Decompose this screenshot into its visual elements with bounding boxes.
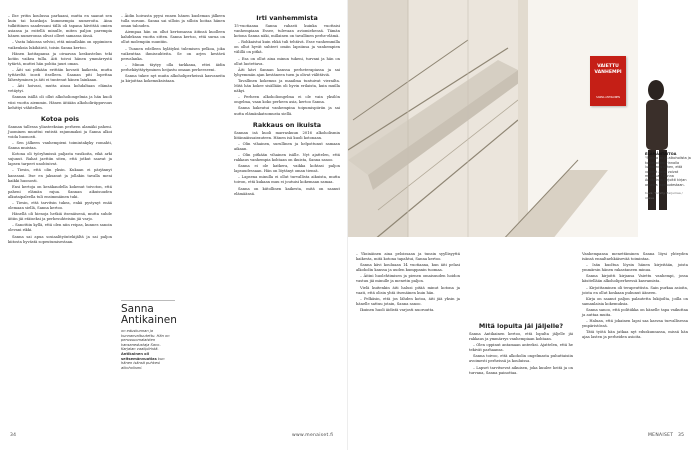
right-text-column-2 [469, 252, 573, 377]
photo-illustration [348, 0, 696, 245]
text-column-1 [8, 14, 112, 246]
page-number-left: 34 [10, 433, 17, 438]
paragraph: Sannan tallessa yliasteeksian perheen alamäki paheni. Juominen muuttui entistä rajummaksi ja Sanna alkoi voida huonosti. [8, 124, 112, 139]
pull-quote-name: Sanna Antikainen [121, 303, 177, 326]
paragraph: Sanna sanoo, että politiikka on hänelle tapa vaikuttaa ja auttaa muita. [582, 307, 688, 318]
caption-text: "Sanoja on ja alkoholista ja tosiasioiden rinnalla luottamus siihen, että vaikeat asiat voivat muuttua." Sanna Antikainen kirjoitti kirjan omasta lapsuudestaan. [645, 156, 691, 187]
paragraph: – Äidin hoivasta pyysi ennen hänen kuoleman jälkeen tulla suruun. Sanna sai silloin ja silloin hoitaa hänen oman talouden. [121, 14, 225, 29]
paragraph: Sanna hakeutui vanhempina toipumispiiriin ja sai uutta elämänkatsomusta siellä. [234, 106, 340, 116]
paragraph: Sannan isällä oli ollut alkoholiongelmia ja hän kuoli viisi vuotta aiemmin. Hänen äitiään alkoholiriippuvuus kehittyi vähitellen. [8, 95, 112, 110]
paragraph: Kotona oli työryhmissä paljasta vasikoita, eikä arki sujunut. Rahat jaettiin siten, että jotkut saavat ja lapsen tarpeet unohtuivat. [8, 152, 112, 167]
paragraph: – Pelkäsin, että jos lähden kotoa, äiti jää yksin ja hänelle sattuu jotain, Sanna sanoo. [356, 296, 460, 306]
paragraph: – Kirjoittaminen oli terapeuttista. Sain purkaa asioita, joista en ollut koskaan puhunut ääneen. [582, 285, 688, 295]
book-cover [590, 56, 626, 106]
right-text-column-1 [356, 252, 460, 314]
paragraph: – Sen jälkeen vanhempieni toimintakyky romahti, Sanna muistaa. [8, 140, 112, 151]
paragraph: – Rohkaistui kuin ehkä tuli tehtävä. Esse vanhemmilla on ollut hyvät suhteet omiin lapsiinsa ja vanhempien välillä on pitkä. [234, 40, 340, 55]
paragraph: – Tiesin, että olin yksin. Kukaan ei pärjännyt kanssani. Itse en jaksanut ja jollakin tavalla meni kaikki huonosti. [8, 168, 112, 183]
text-column-3 [234, 14, 340, 198]
magazine-name: MENAISET [648, 433, 674, 438]
paragraph: – Ilse yritin koulussa parhaani, mutta en saanut sen kuin tai hauskoja kummempia numeroita. Aina tulkittiinen saadessani tällä oli tapana hävittää omien asiansa ja esitellä minulle, miten paljon parempia hänen numeronsa olivat olleet samassa iässä. [8, 14, 112, 39]
paragraph: Tätä työtä hän jatkaa nyt eduskunnassa, missä hän ajaa lasten ja perheiden asioita. [582, 330, 688, 340]
paragraph: – Haluan, että jokainen lapsi saa kasvaa turvallisessa ympäristössä. [582, 319, 688, 329]
subheading-kotoa-pois: Kotoa pois [40, 114, 80, 123]
photo-caption [645, 152, 691, 200]
paragraph: Sanna kirjoitti kirjansa Vaiettu vanhempi, jossa käsitellään alkoholiperheessä kasvamista. [582, 274, 688, 284]
paragraph: Äiti kävi Sannan kanssa perheterapiassa ja sai lyhyemmän ajan kestäneen tuen ja olivat välittäviä. [234, 67, 340, 77]
right-page [348, 0, 696, 450]
subheading-rakkaus: Rakkaus on ikuista [252, 120, 322, 129]
paragraph: Vanhempansa menettäminen Sanna löysi yhteyden isänsä ennaltaehkäisevää toimintaa. [582, 252, 688, 262]
book-author: SANNA ANTIKAINEN [596, 96, 620, 99]
paragraph: – Esa on ollut aina minun tukeni, turvani ja hän on ollut luotettava. [234, 56, 340, 66]
paragraph: – Lapsena minulla ei ollut turvallista aikuista, mutta toivon, että kukaan muu ei joutuisi kokemaan samaa. [234, 175, 340, 185]
page-number-right: 35 [678, 433, 685, 438]
paragraph: Sanna sai apua sosiaalityöntekijältä ja sai paljon kiitosta hyvästä sopeutumisestaan. [8, 234, 112, 244]
pull-quote-text: on eduskunnan ja kunnanvaltuutettu. Hän on perussuomalaisten kansanedustaja Savo-Karjalan vaalipiiristä. Antikainen oli seitsemänvuotias kun hänen isänsä puhkesi alkoholismi. [121, 329, 170, 370]
paragraph: – Isän kuoltua löysin hänen kirjeitään, joista ymmärsin hänen rakastaneen minua. [582, 263, 688, 273]
paragraph: – Olin vihainen, surullinen ja helpottunut samaan aikaan. [234, 141, 340, 151]
subheading-irti-vanhemmista: Irti vanhemmista [256, 14, 318, 22]
paragraph: Hänen kotitapansa ja oivaavan keskustelun teki kotiin vaikea tulla. Äiti toivoi hänen ymmärrystä tytärtä, muttei hän pohtia juuri oman. [8, 51, 112, 66]
paragraph: Sanna Antikainen kertoo, että lopulta jäljelle jäi rakkaus ja ymmärrys vanhempiaan kohtaan. [469, 332, 573, 342]
paragraph: Sanna tukee nyt muita alkoholiperheissä kasvaneita ja kirjoittaa kokemuksistaan. [121, 74, 225, 84]
paragraph: 15-vuotiaana Sanna rahasti kuinka vuottaisi vanhempiaan Essee, tulevaan aviomiehensä. Tämän kotona Sanna näki, millainen on tavallinen perhe-elämä. [234, 24, 340, 39]
caption-title: ELÄMÄNTAITOA [645, 152, 677, 156]
staircase-photo [348, 0, 696, 245]
pull-quote [121, 300, 175, 370]
paragraph: Aiempaa hän on ollut kertomassa äitinsä kuolleen kahdeksan vuotta sitten. Sanna kertoo, että surua on ollut molempiin suuntiin. [121, 30, 225, 45]
paragraph: Ensi kertoja on kesäkaudella kokenut toivoton, että paheni elämän rajua. Sannan aikuisuuden alkutaipaleella tuli ensimmäinen tuki. [8, 184, 112, 199]
paragraph: Sannan isä kuoli marraskuun 2016 alkoholismin liitännäissairauteen. Hänen isä kuoli kotonaan. [234, 130, 340, 140]
website-url: www.menaiset.fi [292, 433, 334, 438]
paragraph: – Äiti sai pitkään erittäin kovasti kaikesta, mutta tyttäreltä isosti itselleen. Saanan piti lopettaa lähestyminen ja äiti ei tuntenut hänen lainkaan. [8, 67, 112, 83]
paragraph: – Sanottiin kyllä, että olen niin reipas, kunnes sanoin olevani rikki. [8, 223, 112, 233]
paragraph: – Perheen alkoholiongelma ei ole vain yksilön ongelma, vaan koko perheen asia, kertoo Sanna. [234, 95, 340, 105]
paragraph: – Yksinäinen aina peloissaan ja tunsin syyllisyyttä kaikesta, mitä kotona tapahtui, Sanna kertoo. [356, 252, 460, 262]
paragraph: Tavallinen kokemus ja maailma tuntuivat vierailta. Mitä hän kokee sisällään oli hyvin erilaista, kuin muilla näkyi. [234, 78, 340, 94]
paragraph: – Olen oppinut antamaan anteeksi. Ajattelen, että he tekivät parhaansa. [469, 343, 573, 353]
paragraph: – Minun täytyy olla tarkkana, ettei äidin perhekäyttäytyminen heijastu omaan perheeseeni. [121, 62, 225, 72]
right-text-column-3 [582, 252, 688, 342]
paragraph: – Lapset tarvitsevat aikuisen, joka kuulee heitä ja on turvana, Sanna painottaa. [469, 365, 573, 375]
paragraph: Ikuinen huoli äidistä varjosti nuoruutta. [360, 307, 435, 312]
book-title-line2: VANHEMPI [594, 70, 622, 75]
paragraph: – Tiesin, että tarvitsin tukea, enkä pystynyt enää olemaan siellä, Sanna kertoo. [8, 201, 112, 211]
text-column-2 [121, 14, 225, 85]
paragraph: Kirja on saanut paljon palautetta lukijoilta, joilla on samanlaisia kokemuksia. [582, 296, 688, 306]
subheading-mita-lopulta: Mitä lopulta jäi jäljelle? [478, 322, 564, 330]
paragraph: – Tunnen edelleen hylätyksi tulemisen pelkoa, joka vaikeuttaa ihmissuhteita. Se on arjen kestävä peruslanka. [121, 46, 225, 61]
paragraph: – Olin pitkään vihainen isälle. Nyt ajattelen, että rakkaus vanhempia kohtaan on ikuista, Sanna sanoo. [234, 152, 340, 163]
paragraph: Sanna toivoo, että alkoholin ongelmasta puhuttaisiin avoimesti perheissä ja kouluissa. [469, 354, 573, 364]
paragraph: Sanna ei ole katkera, vaikka kohtasi paljon lapsuudessaan. Hän on löytänyt oman tiensä. [234, 164, 340, 174]
paragraph: – Äiti hoivasi, mutta ainoa kohdaltaan elämän vetäytyi. [8, 84, 112, 94]
paragraph: Vielä kuitenkin äiti halusi pitää minut kotona ja vaati, että olisin yhtä itsenäinen kuin hän. [356, 285, 460, 295]
paragraph: Sanna kävi kouluaan 14 vuotiaana, kun äiti pelasi alkoholin kanssa ja uuden kumppanin tuomaa. [356, 263, 460, 273]
book-title-line1: VAIETTU [597, 64, 619, 69]
paragraph: Hänellä oli hienoja hetkiä itsenäisenä, mutta suhde äitiin jäi etäiseksi ja perhesuhteisiin jäi varjo. [8, 212, 112, 222]
photo-credit: Kuva: Tommy Harjumaa / Otava [645, 191, 683, 200]
paragraph: – Vasta lukiossa selvisi, että minullakin on oppimisen vaikeuksia lukihäiriö, toisin Sanna kertoo. [8, 40, 112, 50]
paragraph: – Äitini huolehtimisen ja pienen omaisuuden hoidon vastuu jäi minulle ja menetin paljon. [356, 274, 460, 284]
paragraph: Sanna on kiitollinen kaikesta, mitä on saanut elämäänsä. [234, 186, 340, 196]
